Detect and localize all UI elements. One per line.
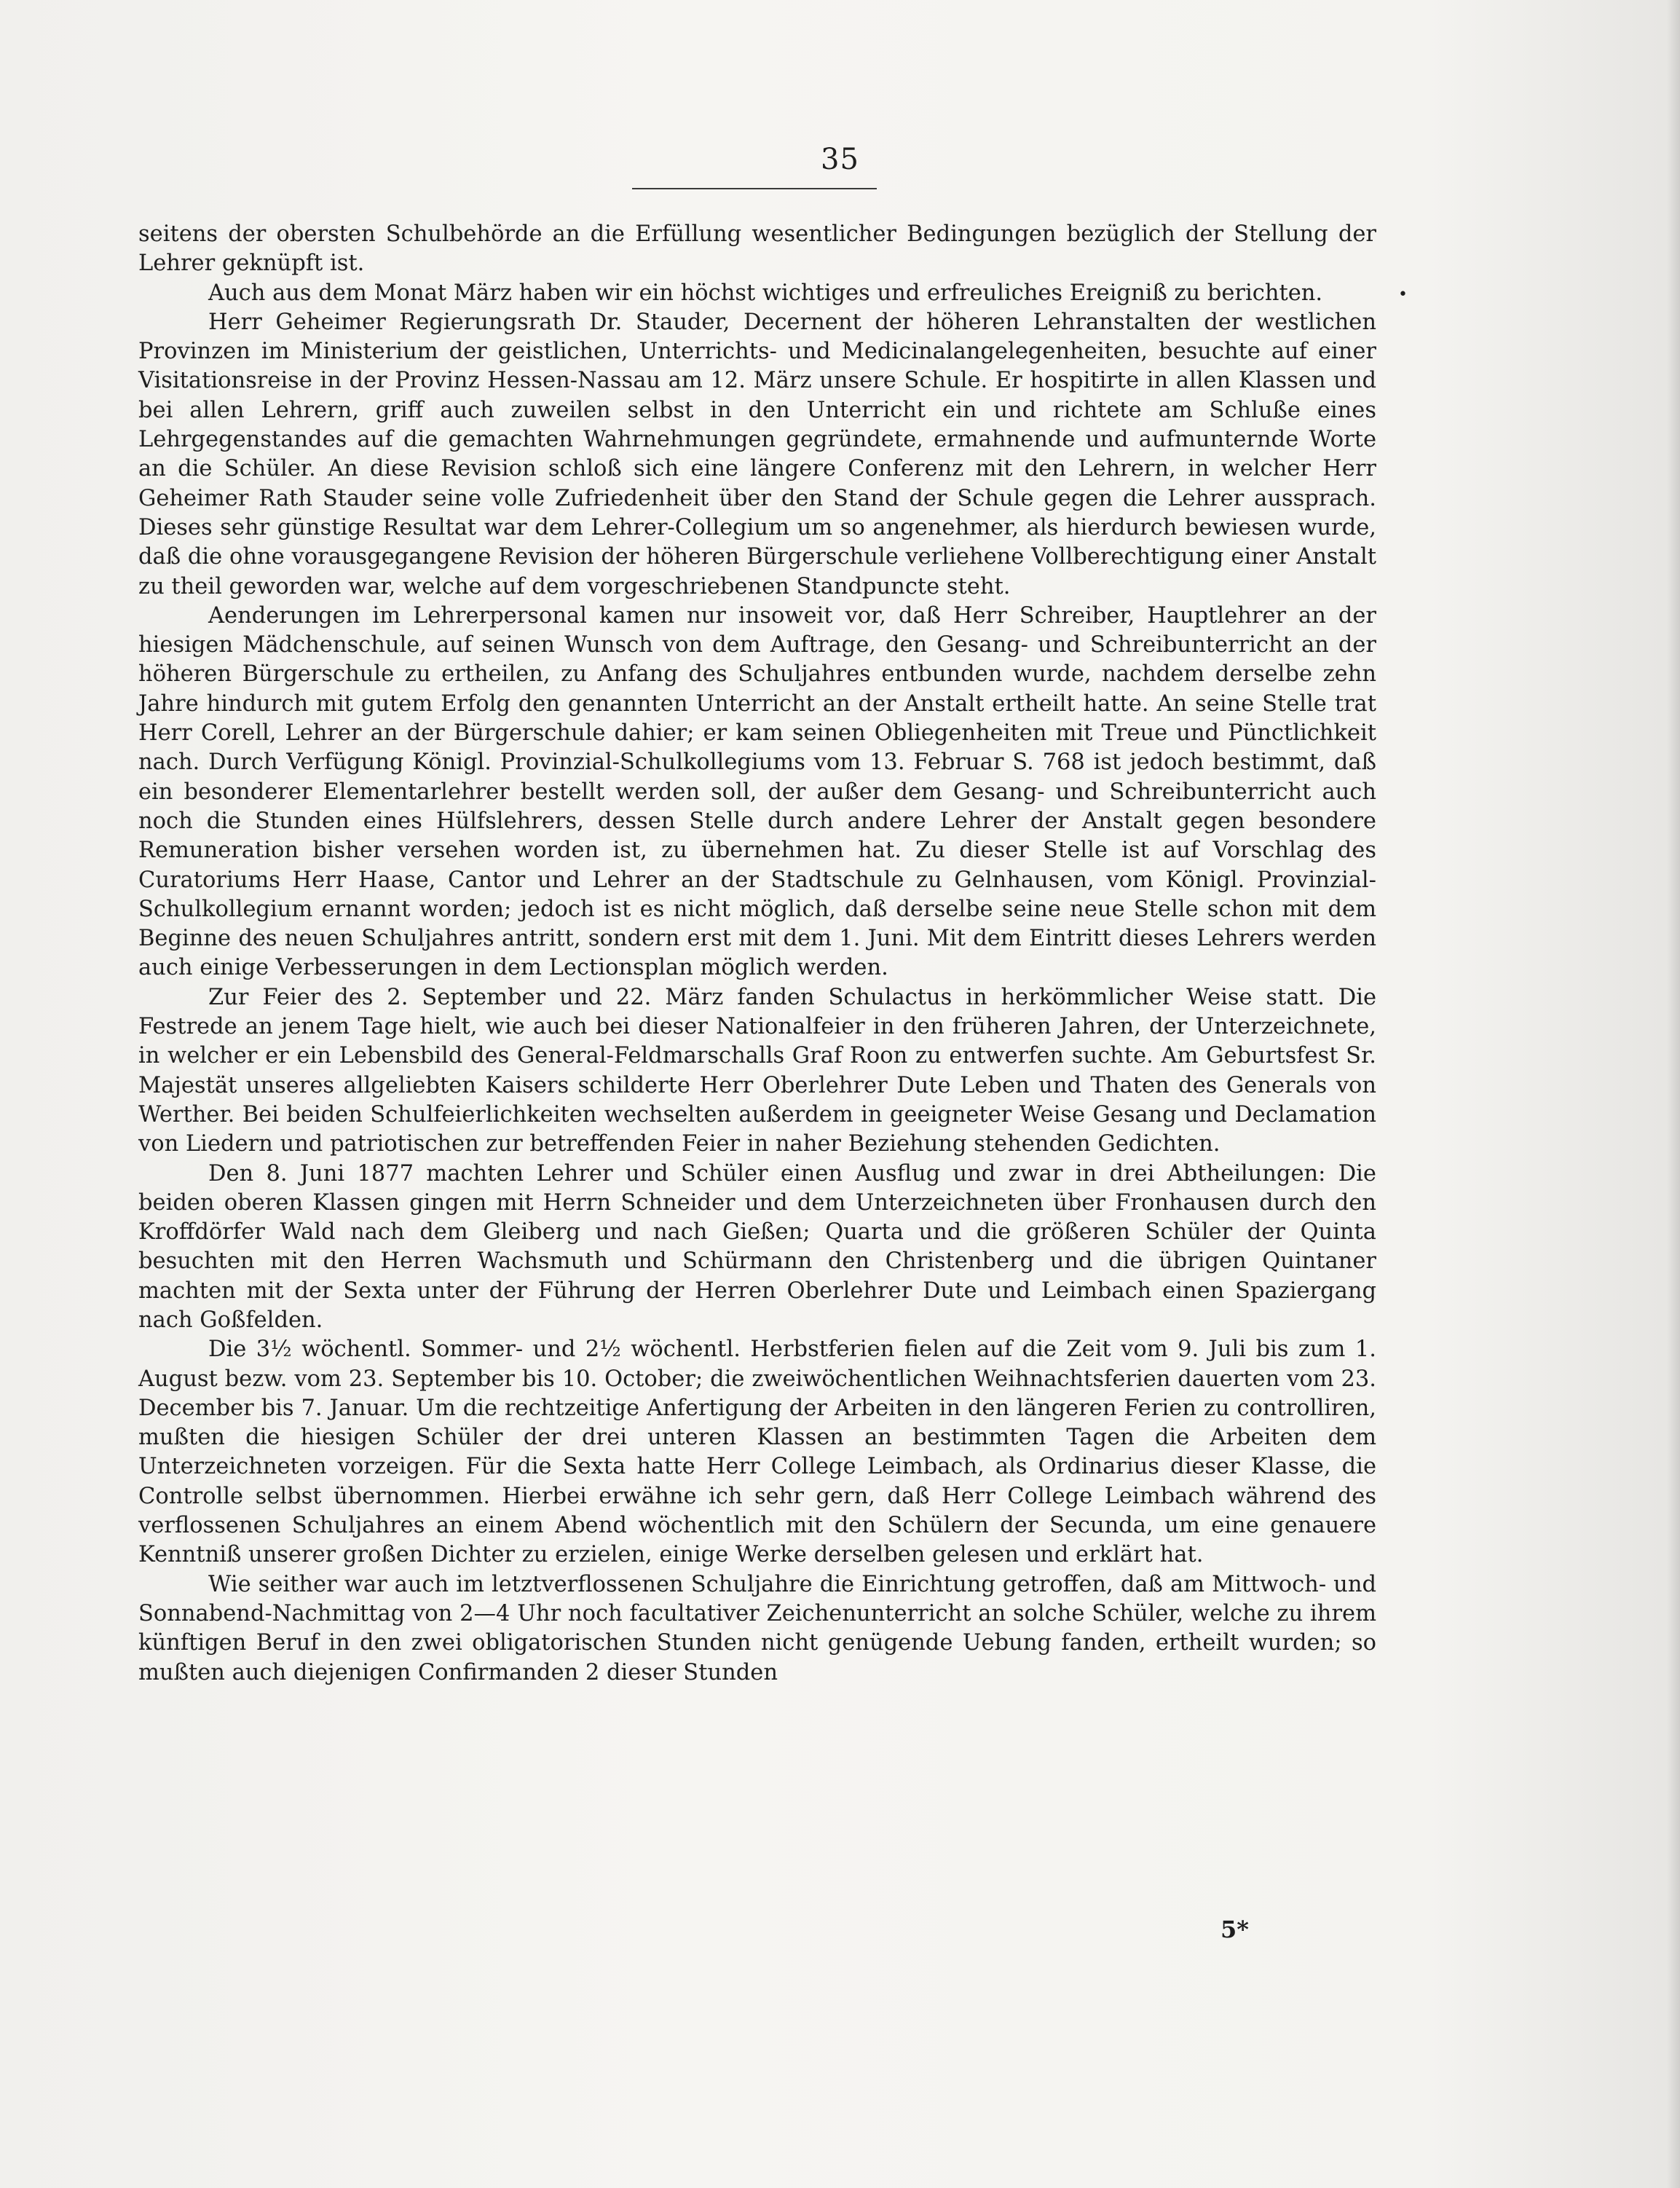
paragraph-excursion: Den 8. Juni 1877 machten Lehrer und Schüler einen Ausflug und zwar in drei Abtheilungen: Die beiden oberen Klassen gingen mit Herrn Schneider und dem Unterzeichneten über Fronhausen durch den Kroffdörfer Wald nach dem Gleiberg und nach Gießen; Quarta und die größeren Schüler der Quinta besuchten mit den Herren Wachsmuth und Schürmann den Christenberg und die übrigen Quintaner machten mit der Sexta unter der Führung der Herren Oberlehrer Dute und Leimbach einen Spaziergang nach Goßfelden. bbox=[138, 1160, 1376, 1333]
page-edge-shadow bbox=[1667, 0, 1680, 2188]
paragraph-drawing-lessons: Wie seither war auch im letztverflossenen Schuljahre die Einrichtung getroffen, daß am Mittwoch- und Sonnabend-Nachmittag von 2—4 Uhr noch facultativer Zeichenunterricht an solche Schüler, welche zu ihrem künftigen Beruf in den zwei obligatorischen Stunden nicht genügende Uebung fanden, ertheilt wurden; so mußten auch diejenigen Confirmanden 2 dieser Stunden bbox=[138, 1571, 1376, 1685]
paragraph-continuation: seitens der obersten Schulbehörde an die Erfüllung wesentlicher Bedingungen bezüglich der Stellung der Lehrer geknüpft ist. bbox=[138, 221, 1376, 277]
body-text bbox=[138, 220, 1376, 1688]
paragraph-revision-stauder: Herr Geheimer Regierungsrath Dr. Stauder, Decernent der höheren Lehranstalten der westlichen Provinzen im Ministerium der geistlichen, Unterrichts- und Medicinalangelegenheiten, besuchte auf einer Visitationsreise in der Provinz Hessen-Nassau am 12. März unsere Schule. Er hospitirte in allen Klassen und bei allen Lehrern, griff auch zuweilen selbst in den Unterricht ein und richtete am Schluße eines Lehrgegenstandes auf die gemachten Wahrnehmungen gegründete, ermahnende und aufmunternde Worte an die Schüler. An diese Revision schloß sich eine längere Conferenz mit den Lehrern, in welcher Herr Geheimer Rath Stauder seine volle Zufriedenheit über den Stand der Schule gegen die Lehrer aussprach. Dieses sehr günstige Resultat war dem Lehrer-Collegium um so angenehmer, als hierdurch bewiesen wurde, daß die ohne vorausgegangene Revision der höheren Bürgerschule verliehene Vollberechtigung einer Anstalt zu theil geworden war, welche auf dem vorgeschriebenen Standpuncte steht. bbox=[138, 309, 1376, 599]
header-rule bbox=[632, 188, 877, 189]
paragraph-holidays: Die 3½ wöchentl. Sommer- und 2½ wöchentl. Herbstferien fielen auf die Zeit vom 9. Juli bis zum 1. August bezw. vom 23. September bis 10. October; die zweiwöchentlichen Weihnachtsferien dauerten vom 23. December bis 7. Januar. Um die rechtzeitige Anfertigung der Arbeiten in den längeren Ferien zu controlliren, mußten die hiesigen Schüler der drei unteren Klassen an bestimmten Tagen die Arbeiten dem Unterzeichneten vorzeigen. Für die Sexta hatte Herr College Leimbach, als Ordinarius dieser Klasse, die Controlle selbst übernommen. Hierbei erwähne ich sehr gern, daß Herr College Leimbach während des verflossenen Schuljahres an einem Abend wöchentlich mit den Schülern der Secunda, um eine genauere Kenntniß unserer großen Dichter zu erzielen, einige Werke derselben gelesen und erklärt hat. bbox=[138, 1337, 1376, 1568]
stray-dot: • bbox=[1398, 286, 1408, 304]
printer-signature-mark: 5* bbox=[1220, 1916, 1249, 1943]
paragraph-teacher-changes: Aenderungen im Lehrerpersonal kamen nur insoweit vor, daß Herr Schreiber, Hauptlehrer an der hiesigen Mädchenschule, auf seinen Wunsch von dem Auftrage, den Gesang- und Schreibunterricht an der höheren Bürgerschule zu ertheilen, zu Anfang des Schuljahres entbunden wurde, nachdem derselbe zehn Jahre hindurch mit gutem Erfolg den genannten Unterricht an der Anstalt ertheilt hatte. An seine Stelle trat Herr Corell, Lehrer an der Bürgerschule dahier; er kam seinen Obliegenheiten mit Treue und Pünctlichkeit nach. Durch Verfügung Königl. Provinzial-Schulkollegiums vom 13. Februar S. 768 ist jedoch bestimmt, daß ein besonderer Elementarlehrer bestellt werden soll, der außer dem Gesang- und Schreibunterricht auch noch die Stunden eines Hülfslehrers, dessen Stelle durch andere Lehrer der Anstalt gegen besondere Remuneration bisher versehen worden ist, zu übernehmen hat. Zu dieser Stelle ist auf Vorschlag des Curatoriums Herr Haase, Cantor und Lehrer an der Stadtschule zu Gelnhausen, vom Königl. Provinzial-Schulkollegium ernannt worden; jedoch ist es nicht möglich, daß derselbe seine neue Stelle schon mit dem Beginne des neuen Schuljahres antritt, sondern erst mit dem 1. Juni. Mit dem Eintritt dieses Lehrers werden auch einige Verbesserungen in dem Lectionsplan möglich werden. bbox=[138, 602, 1376, 981]
paragraph-celebrations: Zur Feier des 2. September und 22. März fanden Schulactus in herkömmlicher Weise statt. Die Festrede an jenem Tage hielt, wie auch bei dieser Nationalfeier in den früheren Jahren, der Unterzeichnete, in welcher er ein Lebensbild des General-Feldmarschalls Graf Roon zu entwerfen suchte. Am Geburtsfest Sr. Majestät unseres allgeliebten Kaisers schilderte Herr Oberlehrer Dute Leben und Thaten des Generals von Werther. Bei beiden Schulfeierlichkeiten wechselten außerdem in geeigneter Weise Gesang und Declamation von Liedern und patriotischen zur betreffenden Feier in naher Beziehung stehenden Gedichten. bbox=[138, 984, 1376, 1157]
paragraph-march-event: Auch aus dem Monat März haben wir ein höchst wichtiges und erfreuliches Ereigniß zu berichten. bbox=[208, 280, 1323, 306]
page-number: 35 bbox=[821, 143, 859, 176]
